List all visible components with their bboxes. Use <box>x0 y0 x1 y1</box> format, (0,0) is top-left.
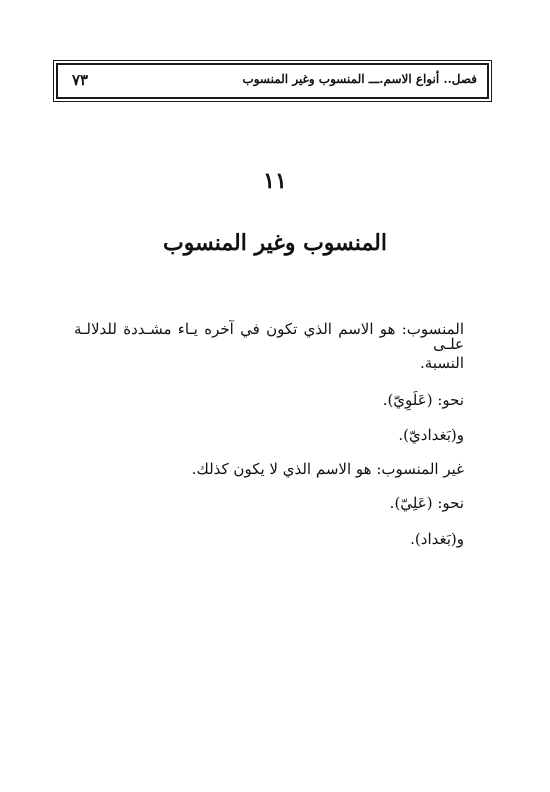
example-line: و(بَغداد). <box>410 530 464 548</box>
definition-line: المنسوب: هو الاسم الذي تكون في آخره يـاء مشـددة للدلالـة علـى <box>74 320 464 353</box>
example-line: و(بَغداديّ). <box>398 426 464 444</box>
page-number: ٧٣ <box>72 71 89 89</box>
running-header <box>56 63 489 99</box>
definition-line-continued: النسبة. <box>420 354 464 372</box>
running-header-title: فصل.. أنواع الاسم.ـــ المنسوب وغير المنسوب <box>242 72 477 86</box>
chapter-title: المنسوب وغير المنسوب <box>163 230 387 256</box>
chapter-number: ١١ <box>263 168 287 194</box>
non-relative-definition-line: غير المنسوب: هو الاسم الذي لا يكون كذلك. <box>191 460 464 478</box>
example-line: نحو: (عَلِيّ). <box>389 494 464 512</box>
example-line: نحو: (عَلَوِيّ). <box>382 391 464 409</box>
